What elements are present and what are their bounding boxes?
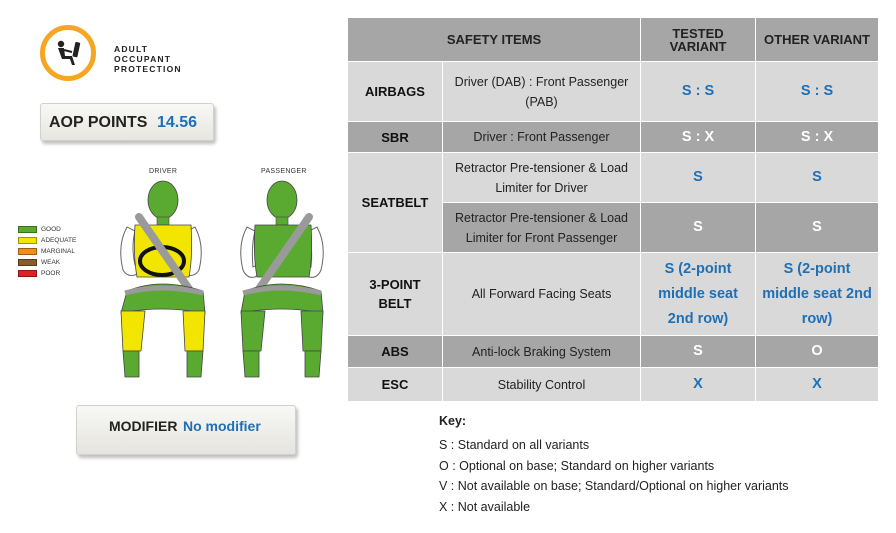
row-category: SEATBELT (348, 153, 443, 253)
key-title: Key: (439, 414, 467, 428)
row-tested-value: S (2-point middle seat 2nd row) (641, 253, 756, 336)
modifier-value: No modifier (183, 418, 261, 434)
key-line: S : Standard on all variants (439, 438, 590, 452)
logo-line: ADULT (114, 44, 149, 54)
legend-swatch (18, 226, 37, 233)
row-category: 3-POINT BELT (348, 253, 443, 336)
legend-item-poor (18, 268, 76, 279)
legend-item-weak (18, 257, 76, 268)
row-description: Retractor Pre-tensioner & Load Limiter for Front Passenger (443, 203, 641, 253)
legend-label: GOOD (41, 226, 61, 233)
driver-label: DRIVER (149, 168, 178, 175)
row-other-value: S : S (756, 62, 879, 122)
legend-label: MARGINAL (41, 248, 75, 255)
row-tested-value: X (641, 368, 756, 402)
table-row (348, 253, 879, 336)
row-description: Stability Control (443, 368, 641, 402)
table-row (348, 368, 879, 402)
table-row (348, 153, 879, 203)
row-other-value: O (756, 336, 879, 368)
legend-swatch (18, 248, 37, 255)
row-tested-value: S (641, 153, 756, 203)
key-line: X : Not available (439, 499, 531, 514)
aop-logo (40, 25, 230, 89)
modifier-box (76, 405, 296, 455)
row-other-value: S (756, 203, 879, 253)
row-tested-value: S (641, 203, 756, 253)
legend-swatch (18, 237, 37, 244)
rating-legend (18, 224, 76, 279)
driver-figure-icon (121, 181, 205, 377)
aop-points-label: AOP POINTS (49, 114, 148, 131)
logo-line: OCCUPANT (114, 54, 172, 64)
legend-item-marginal (18, 246, 76, 257)
row-tested-value: S : X (641, 122, 756, 153)
row-description: All Forward Facing Seats (443, 253, 641, 336)
modifier-label: MODIFIER (109, 418, 178, 434)
row-description: Retractor Pre-tensioner & Load Limiter for Driver (443, 153, 641, 203)
row-other-value: X (756, 368, 879, 402)
row-category: SBR (348, 122, 443, 153)
logo-line: PROTECTION (114, 64, 182, 74)
key-line: V : Not available on base; Standard/Optional on higher variants (439, 479, 789, 493)
header-tested-variant: TESTED VARIANT (641, 18, 756, 62)
header-safety-items: SAFETY ITEMS (348, 18, 641, 62)
passenger-figure-icon (241, 181, 324, 377)
row-category: AIRBAGS (348, 62, 443, 122)
row-category: ESC (348, 368, 443, 402)
table-row (348, 336, 879, 368)
row-other-value: S : X (756, 122, 879, 153)
aop-points-value: 14.56 (157, 114, 198, 131)
legend-label: WEAK (41, 259, 61, 266)
legend-item-good (18, 224, 76, 235)
legend-label: POOR (41, 270, 61, 277)
seated-occupant-icon (40, 25, 96, 81)
row-description: Anti-lock Braking System (443, 336, 641, 368)
passenger-label: PASSENGER (261, 168, 307, 175)
key-section (439, 414, 789, 517)
row-other-value: S (756, 153, 879, 203)
row-category: ABS (348, 336, 443, 368)
table-row (348, 62, 879, 122)
row-description: Driver (DAB) : Front Passenger (PAB) (443, 62, 641, 122)
legend-label: ADEQUATE (41, 237, 77, 244)
row-other-value: S (2-point middle seat 2nd row) (756, 253, 879, 336)
row-tested-value: S : S (641, 62, 756, 122)
legend-swatch (18, 259, 37, 266)
header-other-variant: OTHER VARIANT (756, 18, 879, 62)
row-tested-value: S (641, 336, 756, 368)
table-row (348, 122, 879, 153)
row-description: Driver : Front Passenger (443, 122, 641, 153)
key-line: O : Optional on base; Standard on higher variants (439, 458, 715, 473)
safety-items-table (347, 17, 879, 402)
table-header-row (348, 18, 879, 62)
legend-swatch (18, 270, 37, 277)
legend-item-adequate (18, 235, 76, 246)
occupant-diagram (105, 165, 345, 385)
aop-points-box (40, 103, 214, 141)
logo-text (114, 44, 182, 74)
